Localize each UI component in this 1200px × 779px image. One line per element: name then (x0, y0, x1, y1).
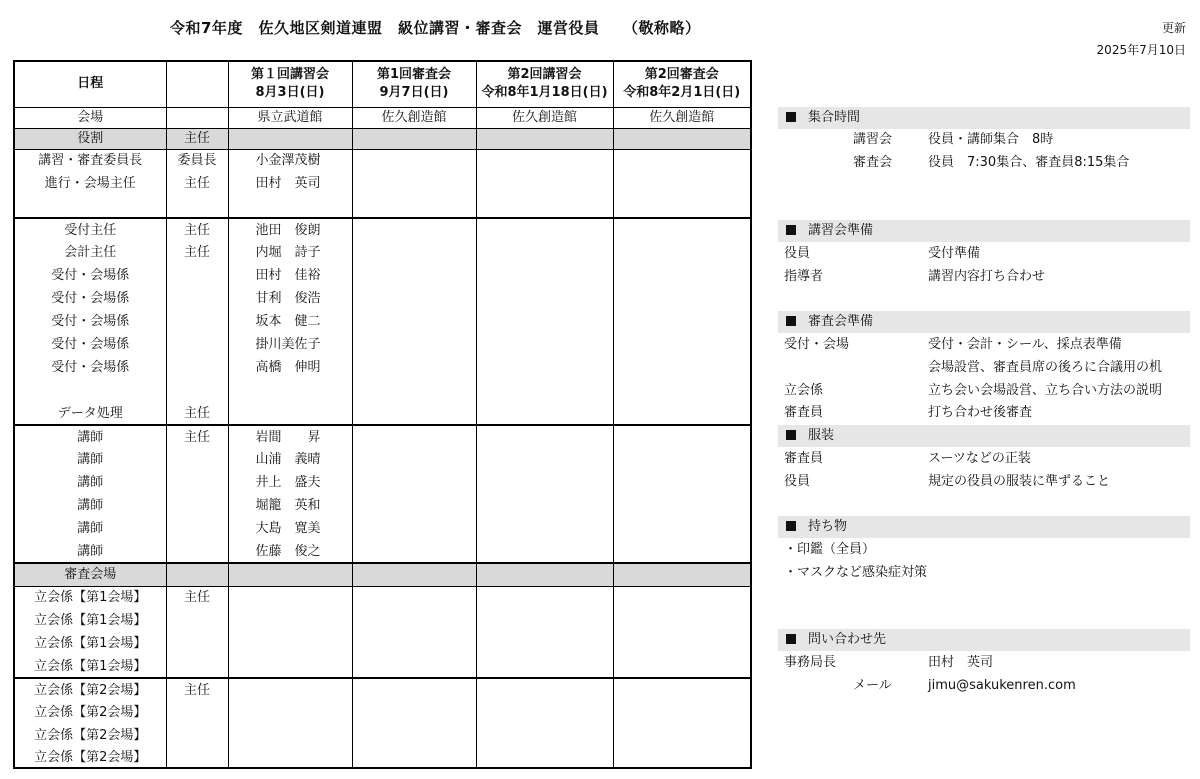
staff-row (14, 425, 751, 448)
assembly-item: 審査会 役員 7:30集合、審査員8:15集合 (853, 155, 1130, 170)
name-cell: 甘利 俊浩 (228, 287, 352, 310)
duty-cell (166, 701, 228, 724)
name-cell (228, 632, 352, 655)
role-cell (14, 379, 166, 402)
name-cell (228, 379, 352, 402)
event-header-1: 第１回講習会 8月3日(日) (228, 61, 352, 107)
name-cell: 佐藤 俊之 (228, 540, 352, 563)
duty-cell: 委員長 (166, 149, 228, 172)
duty-cell (166, 448, 228, 471)
duty-cell (166, 747, 228, 768)
role-cell: 受付主任 (14, 218, 166, 241)
section-belongings: 持ち物 (778, 516, 1190, 538)
staff-row (14, 747, 751, 768)
duty-cell (166, 195, 228, 218)
name-cell (228, 563, 352, 586)
staff-row (14, 609, 751, 632)
exam-prep-item: 立会係 立ち会い会場設営、立ち合い方法の説明 (784, 383, 1163, 398)
duty-cell: 主任 (166, 218, 228, 241)
duty-cell (166, 494, 228, 517)
role-cell: 講師 (14, 540, 166, 563)
name-cell: 田村 佳裕 (228, 264, 352, 287)
staff-row (14, 448, 751, 471)
duty-cell: 主任 (166, 586, 228, 609)
duty-cell (166, 264, 228, 287)
staff-row (14, 701, 751, 724)
name-cell: 池田 俊朗 (228, 218, 352, 241)
lecture-prep-item: 役員 受付準備 (784, 246, 981, 261)
staff-row (14, 172, 751, 195)
name-cell: 掛川美佐子 (228, 333, 352, 356)
name-cell (228, 609, 352, 632)
name-cell: 坂本 健二 (228, 310, 352, 333)
name-cell: 岩間 昇 (228, 425, 352, 448)
staff-row (14, 494, 751, 517)
staff-row (14, 540, 751, 563)
duty-cell: 主任 (166, 402, 228, 425)
schedule-table (13, 60, 752, 769)
role-cell: 講師 (14, 471, 166, 494)
name-cell (228, 701, 352, 724)
role-cell: 受付・会場係 (14, 264, 166, 287)
role-cell: 立会係【第1会場】 (14, 632, 166, 655)
duty-cell (166, 609, 228, 632)
role-cell: 立会係【第2会場】 (14, 678, 166, 701)
staff-row (14, 632, 751, 655)
role-cell: 受付・会場係 (14, 333, 166, 356)
event-header-3: 第2回講習会 令和8年1月18日(日) (476, 61, 613, 107)
role-cell (14, 195, 166, 218)
duty-header (166, 61, 228, 107)
duty-cell (166, 655, 228, 678)
belongings-item: ・印鑑（全員） (784, 542, 876, 557)
section-assembly: 集合時間 (778, 107, 1190, 129)
staff-row (14, 287, 751, 310)
staff-row (14, 195, 751, 218)
staff-row (14, 678, 751, 701)
page-title: 令和7年度 佐久地区剣道連盟 級位講習・審査会 運営役員 （敬称略） (170, 19, 701, 37)
square-bullet-icon (786, 225, 796, 235)
role-cell: 講師 (14, 425, 166, 448)
role-header-row (14, 128, 751, 149)
duty-cell: 主任 (166, 241, 228, 264)
section-exam-prep: 審査会準備 (778, 311, 1190, 333)
contact-mail: メール jimu@sakukenren.com (778, 675, 1190, 697)
duty-cell (166, 333, 228, 356)
venue-label: 会場 (14, 107, 166, 128)
name-cell: 山浦 義晴 (228, 448, 352, 471)
schedule-header: 日程 (14, 61, 166, 107)
square-bullet-icon (786, 430, 796, 440)
role-cell: データ処理 (14, 402, 166, 425)
role-cell: 講師 (14, 517, 166, 540)
role-cell: 立会係【第2会場】 (14, 701, 166, 724)
venue-4: 佐久創造館 (613, 107, 751, 128)
staff-row (14, 724, 751, 747)
updated-label: 更新 (1161, 21, 1186, 35)
role-cell: 立会係【第1会場】 (14, 609, 166, 632)
attire-item: 役員 規定の役員の服装に準ずること (784, 474, 1111, 489)
name-cell (228, 402, 352, 425)
name-cell (228, 747, 352, 768)
assembly-item: 講習会 役員・講師集合 8時 (853, 132, 1054, 147)
updated-date: 2025年7月10日 (1096, 43, 1186, 57)
staff-row (14, 264, 751, 287)
role-cell: 講師 (14, 448, 166, 471)
venue-2: 佐久創造館 (352, 107, 476, 128)
contact-email: jimu@sakukenren.com (928, 678, 1076, 693)
venue-3: 佐久創造館 (476, 107, 613, 128)
role-cell: 立会係【第2会場】 (14, 724, 166, 747)
header-row (14, 61, 751, 107)
event-header-4: 第2回審査会 令和8年2月1日(日) (613, 61, 751, 107)
duty-cell (166, 724, 228, 747)
exam-prep-item: 会場設営、審査員席の後ろに合議用の机 (928, 360, 1163, 375)
duty-cell (166, 310, 228, 333)
staff-row (14, 333, 751, 356)
lecture-prep-item: 指導者 講習内容打ち合わせ (784, 269, 1046, 284)
staff-row (14, 379, 751, 402)
belongings-item: ・マスクなど感染症対策 (784, 565, 928, 580)
staff-row (14, 310, 751, 333)
duty-cell (166, 379, 228, 402)
role-header-duty: 主任 (166, 128, 228, 149)
role-cell: 会計主任 (14, 241, 166, 264)
venue-row (14, 107, 751, 128)
duty-cell: 主任 (166, 172, 228, 195)
duty-cell (166, 517, 228, 540)
name-cell: 小金澤茂樹 (228, 149, 352, 172)
duty-cell (166, 632, 228, 655)
square-bullet-icon (786, 634, 796, 644)
duty-cell (166, 356, 228, 379)
role-cell: 受付・会場係 (14, 310, 166, 333)
section-lecture-prep: 講習会準備 (778, 220, 1190, 242)
name-cell (228, 655, 352, 678)
role-cell: 講習・審査委員長 (14, 149, 166, 172)
role-cell: 立会係【第1会場】 (14, 586, 166, 609)
duty-cell (166, 563, 228, 586)
staff-row (14, 402, 751, 425)
exam-venue-header-row (14, 563, 751, 586)
role-cell: 受付・会場係 (14, 356, 166, 379)
staff-row (14, 241, 751, 264)
staff-row (14, 471, 751, 494)
duty-cell (166, 471, 228, 494)
event-header-2: 第1回審査会 9月7日(日) (352, 61, 476, 107)
name-cell: 田村 英司 (228, 172, 352, 195)
square-bullet-icon (786, 112, 796, 122)
venue-1: 県立武道館 (228, 107, 352, 128)
duty-cell: 主任 (166, 678, 228, 701)
role-cell: 立会係【第1会場】 (14, 655, 166, 678)
name-cell: 大島 寛美 (228, 517, 352, 540)
square-bullet-icon (786, 316, 796, 326)
name-cell: 堀籠 英和 (228, 494, 352, 517)
section-attire: 服装 (778, 425, 1190, 447)
exam-prep-item: 審査員 打ち合わせ後審査 (784, 405, 1033, 420)
name-cell: 内堀 詩子 (228, 241, 352, 264)
staff-row (14, 356, 751, 379)
name-cell (228, 586, 352, 609)
exam-prep-item: 受付・会場 受付・会計・シール、採点表準備 (784, 337, 1122, 352)
role-cell: 講師 (14, 494, 166, 517)
name-cell: 井上 盛夫 (228, 471, 352, 494)
staff-row (14, 586, 751, 609)
staff-row (14, 149, 751, 172)
contact-office: 事務局長 田村 英司 (784, 655, 994, 670)
role-cell: 審査会場 (14, 563, 166, 586)
name-cell (228, 678, 352, 701)
square-bullet-icon (786, 521, 796, 531)
duty-cell (166, 540, 228, 563)
duty-cell (166, 287, 228, 310)
attire-item: 審査員 スーツなどの正装 (784, 451, 1031, 466)
name-cell: 高橋 伸明 (228, 356, 352, 379)
role-header: 役割 (14, 128, 166, 149)
name-cell (228, 195, 352, 218)
staff-row (14, 655, 751, 678)
duty-cell: 主任 (166, 425, 228, 448)
staff-row (14, 517, 751, 540)
role-cell: 立会係【第2会場】 (14, 747, 166, 768)
name-cell (228, 724, 352, 747)
role-cell: 受付・会場係 (14, 287, 166, 310)
section-contact: 問い合わせ先 (778, 629, 1190, 651)
role-cell: 進行・会場主任 (14, 172, 166, 195)
staff-row (14, 218, 751, 241)
